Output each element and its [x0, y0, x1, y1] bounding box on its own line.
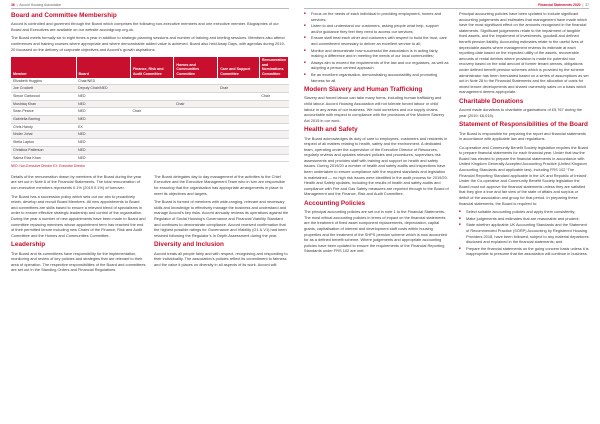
- cell-member: Sean Pearce: [11, 108, 76, 116]
- slavery-heading: Modern Slavery and Human Trafficking: [304, 86, 423, 94]
- cell-care: [218, 146, 260, 154]
- page-number-left: 36: [11, 3, 15, 7]
- health-safety-paragraph: The Board acknowledges its duty of care to employees, customers and residents in respect of all matters relating to health, safety and the environment. A dedicated team, operating under the supervision of the Executive Director of Resources, regularly reviews and updates relevant policies and procedures, supervises risk assessments and provides staff with training and support on health and safety issues. During 2019/20 a number of health and safety audits and inspections have been undertaken to ensure compliance with the required standards and legislation is maintained — no high risk issues were identified in the audit process for 2019/20. Health and Safety updates, including the results of health and safety audits and compliance with Fire and Gas Safety measures are reported through to the Board of Management and the Finance, Risk and Audit Committee.: [304, 135, 449, 197]
- header-rule-right: [304, 8, 589, 9]
- cell-finance: [130, 92, 173, 100]
- board-heading: Board and Committee Membership: [11, 12, 117, 19]
- list-item: ■ Be an excellent organisation, demonstrating accountability and promoting fairness for all.: [304, 72, 449, 83]
- cell-remuneration: [259, 139, 288, 147]
- cell-care: [218, 123, 260, 131]
- cell-board: NED: [76, 100, 130, 108]
- statement-heading: Statement of Responsibilities of the Board: [459, 121, 588, 129]
- cell-board: NED: [76, 92, 130, 100]
- charitable-heading: Charitable Donations: [459, 97, 524, 105]
- cell-remuneration: Chair: [259, 92, 288, 100]
- cell-member: Stella Lapton: [11, 139, 76, 147]
- col-header-homes: Homes and Communities Committee: [174, 57, 218, 77]
- cell-care: Chair: [218, 85, 260, 93]
- diversity-bullets: [304, 11, 449, 83]
- table-row: [11, 154, 289, 162]
- remuneration-paragraph: Details of the remuneration drawn by members of the Board during the year are set out in Note 6 of the Financial Statements. The total remuneration of non-executive members represents 0.1% (2019 0.1%) of turnover.: [11, 173, 142, 191]
- statement-paragraph-2: Co-operative and Community Benefit Society legislation requires the Board to prepare financial statements for each financial year. Under that law the Board has elected to prepare the financial statements in accordance with United Kingdom Generally Accepted Accounting Practice (United Kingdom Accounting Standards and applicable law), including FRS 102 ‘The Financial Reporting Standard applicable in the UK and Republic of Ireland’. Under the Co-operative and Community Benefit Society legislation the Board must not approve the financial statements unless they are satisfied that they give a true and fair view of the state of affairs and surplus or deficit of the association and group for that period. In preparing these financial statements, the Board is required to:: [459, 144, 589, 206]
- table-header-row: [11, 57, 289, 77]
- diversity-paragraph: Accord treats all people fairly and with respect, recognising and responding to their individuality. The association’s policies reflect its commitment to fairness and the value it places on diversity in all aspects of its work. Accord will:: [154, 250, 288, 267]
- accounting-heading: Accounting Policies: [304, 200, 366, 208]
- col-header-member: Member: [11, 57, 76, 77]
- col-header-remuneration: Remuneration and Nominations Committee: [259, 57, 288, 77]
- cell-finance: [130, 139, 173, 147]
- report-title: Financial Statements 2020: [538, 3, 581, 7]
- accounting-paragraph: The principal accounting policies are set out in note 1 to the Financial Statements. The most critical accounting policies in terms of impact on the financial statements are the treatment of fixed asset component replacements, depreciation, capital grants, capitalisation of interest and development staff costs within housing properties and the treatment of the SHPS pension scheme which is now accounted for as a defined benefit scheme. Where judgements and appropriate accounting policies have been updated to ensure the requirements of the Financial Reporting Standards under FRS 102 are met.: [304, 209, 447, 254]
- cell-care: [218, 116, 260, 124]
- cell-remuneration: [259, 131, 288, 139]
- slavery-paragraph: Slavery and forced labour can take many forms, including human trafficking and child labour. Accord Housing Association will not tolerate forced labour or child labour in any areas of our business. We hold ourselves and our supply chains accountable with respect to compliance with the provisions of the Modern Slavery Act 2015 in our work.: [304, 95, 445, 123]
- cell-finance: [130, 123, 173, 131]
- cell-board: NED: [76, 139, 130, 147]
- cell-homes: [174, 85, 218, 93]
- cell-remuneration: [259, 100, 288, 108]
- cell-care: [218, 92, 260, 100]
- list-item: ■ Listen to and understand our customers, asking people what help, support and/or guidance they feel they need to access our services;: [304, 23, 449, 34]
- cell-remuneration: [259, 85, 288, 93]
- cell-homes: [174, 139, 218, 147]
- cell-member: Mushtaq Khan: [11, 100, 76, 108]
- cell-member: Christina Patterson: [11, 146, 76, 154]
- page-header-right: Financial Statements 2020 | 37: [538, 3, 589, 7]
- statement-bullets: [459, 209, 589, 257]
- cell-board: NED: [76, 154, 130, 162]
- cell-care: [218, 108, 260, 116]
- leadership-heading: Leadership: [11, 241, 46, 249]
- cell-finance: [130, 146, 173, 154]
- table-row: [11, 100, 289, 108]
- list-item: ■ State whether applicable UK Accounting Standards and the Statement of Recommended Practice (SORP) Accounting by Registered Housing Providers 2018, have been followed, subject to any material departures disclosed and explained in the financial statements; and: [459, 222, 589, 244]
- charitable-paragraph: Accord made donations to charitable organisations of £5,767 during the year (2019: £6,015).: [459, 107, 583, 118]
- table-row: [11, 123, 289, 131]
- col-header-care: Care and Support Committee: [218, 57, 260, 77]
- cell-homes: [174, 123, 218, 131]
- health-safety-heading: Health and Safety: [304, 126, 358, 134]
- cell-homes: [174, 78, 218, 85]
- cell-finance: [130, 154, 173, 162]
- left-column: [11, 11, 289, 276]
- table-row: [11, 108, 289, 116]
- cell-remuneration: [259, 146, 288, 154]
- table-row: [11, 139, 289, 147]
- cell-member: Nnder Johal: [11, 131, 76, 139]
- delegation-paragraph: The Board delegates day to day management of the activities to the Chief Executive and the Executive Management Team who in turn are responsible for ensuring that the organisation has appropriate arrangements in place to meet its objectives and targets.: [154, 173, 285, 196]
- cell-remuneration: [259, 78, 288, 85]
- board-intro-1: Accord is controlled and governed through the Board which comprises the following non-executive members and one executive member. Biographies of our Board and Executives are available on our website accordgroup.org.uk.: [11, 21, 279, 32]
- page-header-left: 36 | Accord Housing Association: [11, 3, 62, 7]
- board-intro-2: The Board meets formally six to eight times a year in addition to strategic planning sessions and number of training and briefing sessions. Members also attend conferences and training courses where appropriate and where demonstrable added value is achieved. Board also held Away Days, with agendas during 2019-20 focussed on the delivery of corporate objectives and Accord’s growth aspirations.: [11, 35, 285, 52]
- cell-remuneration: [259, 108, 288, 116]
- cell-board: NED: [76, 146, 130, 154]
- cell-member: Gabriella Barring: [11, 116, 76, 124]
- succession-paragraph: The Board has a succession policy which sets out our aim to proactively retain, develop and recruit Board Members. All new appointments to Board and committees are skills based to ensure a relevant blend of specialisms in order to ensure effective strategic leadership and control of the organisation. During the year a number of new appointments have been made to Board and committee replacing members whose appointment term has reached the end of their permitted tenure including new Chairs of the Finance, Risk and Audit Committee and the Homes and Communities Committee.: [11, 193, 146, 238]
- table-row: [11, 78, 289, 85]
- cell-remuneration: [259, 154, 288, 162]
- cell-finance: [130, 85, 173, 93]
- cell-care: [218, 154, 260, 162]
- list-item: ■ Focus on the needs of each individual in providing employment, homes and services;: [304, 11, 449, 22]
- cell-member: Salma Riaz Khan: [11, 154, 76, 162]
- cell-board: Deputy Chair/NED: [76, 85, 130, 93]
- table-row: [11, 146, 289, 154]
- cell-remuneration: [259, 123, 288, 131]
- cell-homes: [174, 116, 218, 124]
- table-row: [11, 92, 289, 100]
- diversity-heading: Diversity and Inclusion: [154, 241, 224, 249]
- table-row: [11, 131, 289, 139]
- cell-member: Elizabeth Huggins: [11, 78, 76, 85]
- cell-homes: Chair: [174, 100, 218, 108]
- list-item: ■ Select suitable accounting policies and apply them consistently;: [459, 209, 589, 215]
- cell-homes: [174, 154, 218, 162]
- cell-board: EX: [76, 123, 130, 131]
- leadership-paragraph: The Board and its committees have responsibility for the implementation, monitoring and review of key policies and strategies that are relevant to their area of operation. The respective responsibilities of the Board and committees are set out in the Standing Orders and Financial Regulations.: [11, 250, 146, 273]
- cell-finance: [130, 116, 173, 124]
- col-header-board: Board: [76, 57, 130, 77]
- cell-care: [218, 131, 260, 139]
- page-number-right: 37: [585, 3, 589, 7]
- cell-board: Chair/NED: [76, 78, 130, 85]
- left-subcolumn-a: [11, 174, 146, 276]
- cell-homes: [174, 92, 218, 100]
- cell-member: Simon Gartwood: [11, 92, 76, 100]
- cell-finance: [130, 100, 173, 108]
- cell-finance: [130, 131, 173, 139]
- cell-finance: [130, 78, 173, 85]
- cell-homes: [174, 131, 218, 139]
- cell-homes: [174, 146, 218, 154]
- judgements-paragraph: Principal accounting policies have been updated to include significant accounting judgements and estimates that management have made which have the most significant effect on the amounts recognised in the financial statements. Significant judgements relate to the impairment of tangible fixed assets, and the impairment of investments, goodwill and defined benefit pension liability. Accounting estimates relate to the useful lives of depreciable assets where management reviews its estimate at each reporting date based on the expected utility of the assets, recoverable amounts of rental debtors where provision is made for potential non recovery based on the total amount of former tenant arrears, obligations under defined benefit pension schemes which is provided by the scheme administrator has been formulated based on a series of assumptions as set out in Note 28 to the Financial Statements and the allocation of costs for mixed tenure developments and shared ownership sales on a basis which management deems appropriate.: [459, 11, 589, 95]
- list-item: ■ Prepare the financial statements on the going concern basis unless it is inappropriate to presume that the association will continue in business.: [459, 246, 589, 257]
- middle-column: [304, 11, 449, 257]
- cell-board: NED: [76, 108, 130, 116]
- cell-care: [218, 78, 260, 85]
- list-item: ■ Monitor and demonstrate how successful the association is in acting fairly, making a difference and in meeting the needs of our local communities;: [304, 48, 449, 59]
- cell-finance: Chair: [130, 108, 173, 116]
- left-subcolumn-b: [154, 174, 289, 276]
- board-membership-table: [11, 57, 289, 162]
- left-subcolumns: [11, 174, 289, 276]
- list-item: ■ Ensure staff treat each other and customers with respect to build the trust, care and commitment necessary to deliver an excellent service to all;: [304, 35, 449, 46]
- col-header-finance: Finance, Risk and Audit Committee: [130, 57, 173, 77]
- cell-member: Joe Crockett: [11, 85, 76, 93]
- table-row: [11, 116, 289, 124]
- cell-board: NED: [76, 116, 130, 124]
- cell-member: Chris Handy: [11, 123, 76, 131]
- table-row: [11, 85, 289, 93]
- list-item: ■ Make judgements and estimates that are reasonable and prudent;: [459, 216, 589, 222]
- header-rule-left: [11, 8, 289, 9]
- cell-care: [218, 100, 260, 108]
- statement-paragraph-1: The Board is responsible for preparing the report and financial statements in accordance with applicable law and regulations.: [459, 130, 586, 142]
- cell-care: [218, 139, 260, 147]
- cell-board: NED: [76, 131, 130, 139]
- list-item: ■ Always aim to exceed the requirements of the law and our regulators, as well as adopting a person centred approach.: [304, 60, 449, 71]
- skills-paragraph: The Board is formed of members with wide-ranging, relevant and necessary skills and knowledge to effectively manage the business and understand and manage Accord’s key risks. Accord annually reviews its operations against the Regulator of Social Housing’s Governance and Financial Viability Standard and continues to demonstrate compliance. Accord received confirmation that the highest possible ratings for Governance and Viability (G1 & V1) had been retained following the Regulator’s In Depth Assessment during the year.: [154, 199, 289, 238]
- cell-remuneration: [259, 116, 288, 124]
- cell-homes: [174, 108, 218, 116]
- right-column: [459, 11, 589, 260]
- org-name: Accord Housing Association: [19, 3, 62, 7]
- abbreviation-key: NED: Non-Executive Director EX: Executive Director: [11, 164, 86, 169]
